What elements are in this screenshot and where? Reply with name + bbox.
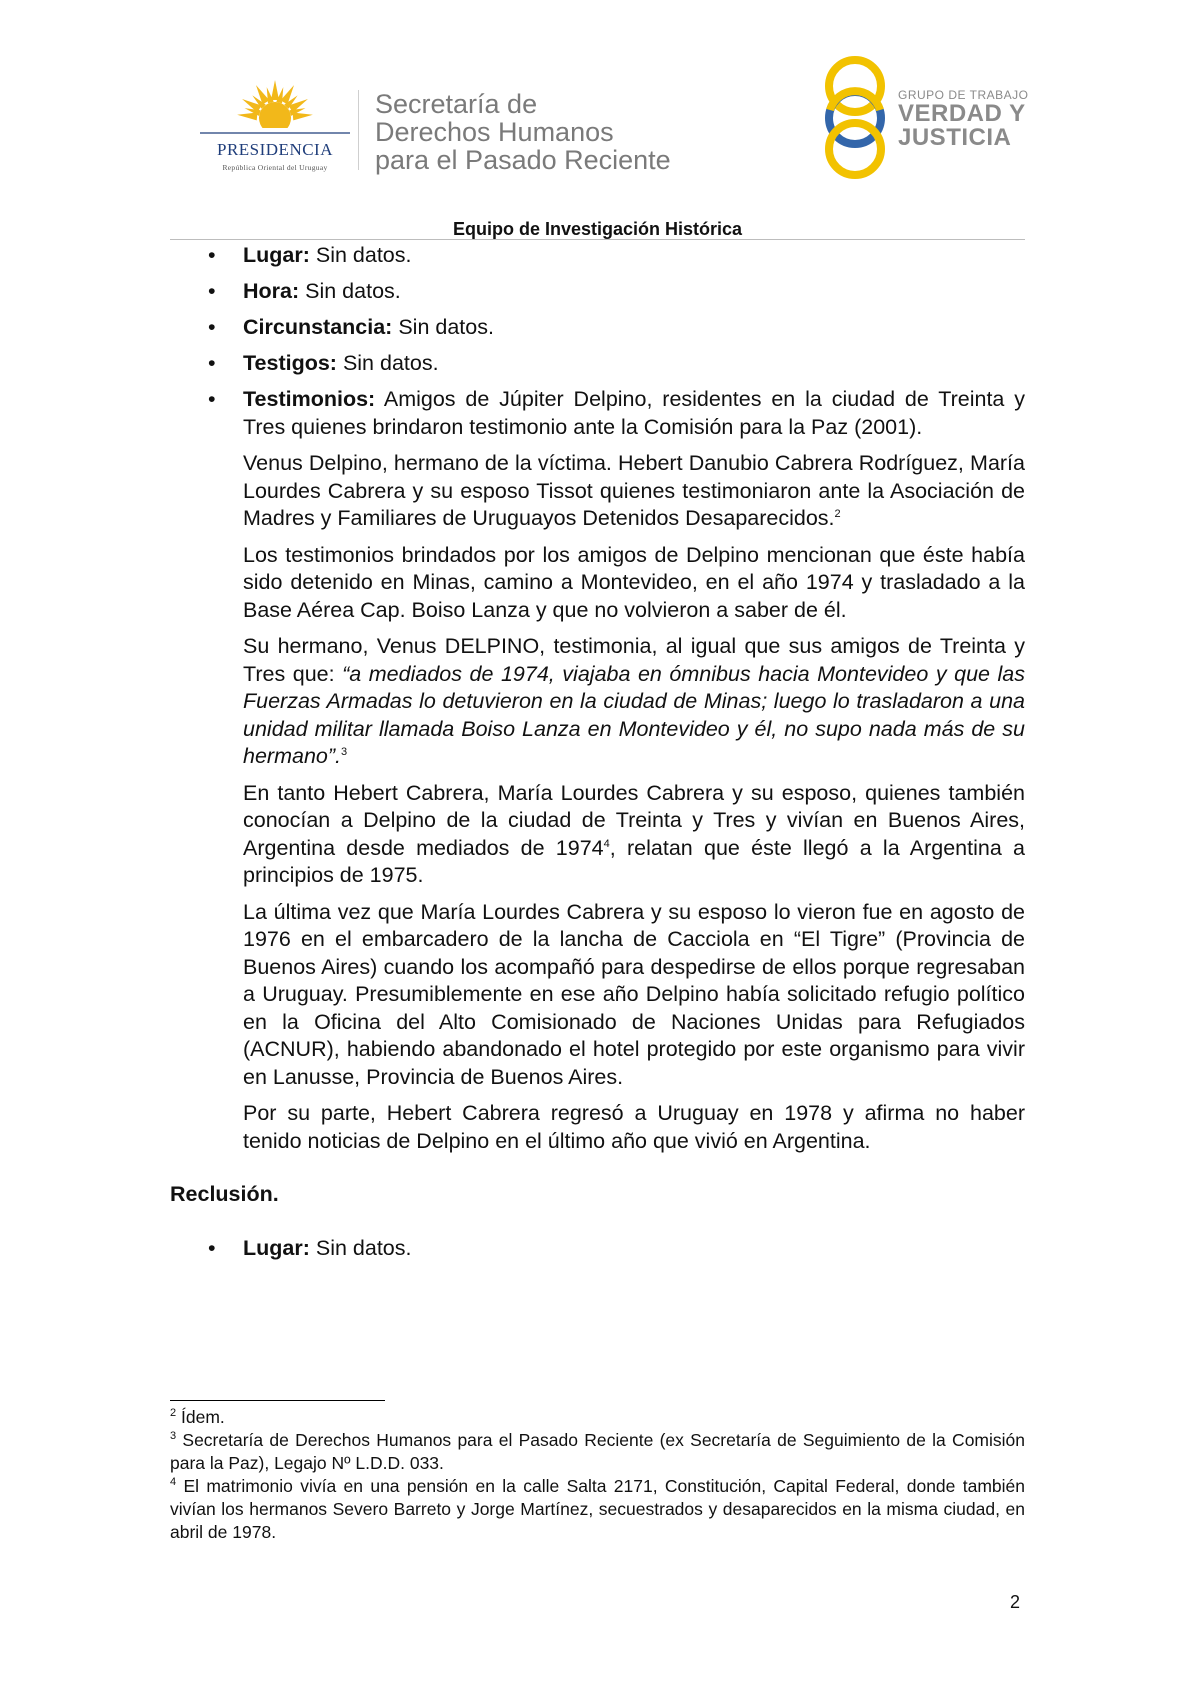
secretaria-logo-text — [375, 90, 671, 174]
gvj-small-text: GRUPO DE TRABAJO — [898, 88, 1029, 102]
team-title: Equipo de Investigación Histórica — [452, 219, 743, 239]
footnote-separator — [170, 1400, 385, 1401]
bullet-label: Lugar: — [243, 243, 310, 267]
paragraph-4 — [170, 780, 1025, 890]
footnotes — [170, 1406, 1025, 1544]
paragraph-5 — [170, 899, 1025, 1092]
footnote-2 — [170, 1406, 1025, 1429]
footnote-number: 4 — [170, 1476, 177, 1489]
paragraph-text: Venus Delpino, hermano de la víctima. Hebert Danubio Cabrera Rodríguez, María Lourdes Cabrera y su esposo Tissot quienes testimoniaron ante la Asociación de Madres y Familiares de Uruguayos Detenidos Desaparecidos. — [243, 451, 1025, 530]
bullet-value: Sin datos. — [392, 315, 494, 339]
paragraph-2 — [170, 542, 1025, 625]
bullet-lugar — [170, 242, 1025, 278]
bullet-label: Testimonios: — [243, 387, 376, 411]
bullet-testimonios — [170, 386, 1025, 441]
bullet-label: Testigos: — [243, 351, 337, 375]
presidencia-subtitle: República Oriental del Uruguay — [222, 163, 328, 172]
gvj-title-line-1: VERDAD Y — [898, 100, 1026, 127]
logo-divider — [358, 90, 359, 170]
interlocked-rings-icon — [820, 55, 890, 180]
secretaria-line-2: Derechos Humanos — [375, 117, 614, 147]
bullet-value: Sin datos. — [309, 243, 412, 267]
bullet-value: Sin datos. — [309, 1235, 412, 1260]
bullet-value: Amigos de Júpiter Delpino, residentes en la ciudad de Treinta y Tres quienes brindaron testimonio ante la Comisión para la Paz (2001). — [243, 387, 1025, 439]
paragraph-text: Los testimonios brindados por los amigos de Delpino mencionan que éste había sido detenido en Minas, camino a Montevideo, en el año 1974 y trasladado a la Base Aérea Cap. Boiso Lanza y que no volvieron a saber de él. — [243, 542, 1025, 622]
section-heading-reclusion: Reclusión. — [170, 1182, 279, 1206]
secretaria-line-1: Secretaría de — [375, 89, 538, 119]
bullet-reclusion-lugar — [170, 1235, 1025, 1263]
presidencia-logo — [195, 78, 355, 178]
bullet-label: Lugar: — [243, 1235, 310, 1260]
bullet-label: Hora: — [243, 279, 300, 303]
paragraph-3 — [170, 633, 1025, 771]
paragraph-6 — [170, 1100, 1025, 1155]
bullet-hora — [170, 278, 1025, 314]
gvj-title-line-2: JUSTICIA — [898, 124, 1012, 151]
header-rule — [170, 239, 1025, 240]
footnote-text: El matrimonio vivía en una pensión en la calle Salta 2171, Constitución, Capital Federal, donde también vivían los hermanos Severo Barreto y Jorge Martínez, secuestrados y desaparecidos en la misma ciudad, en abril de 1978. — [170, 1476, 1025, 1542]
footnote-ref: 4 — [603, 837, 610, 850]
paragraph-text: La última vez que María Lourdes Cabrera y su esposo lo vieron fue en agosto de 1976 en el embarcadero de la lancha de Cacciola en “El Tigre” (Provincia de Buenos Aires) cuando los acompañó para despedirse de ellos porque regresaban a Uruguay. Presumiblemente en ese año Delpino había solicitado refugio político en la Oficina del Alto Comisionado de Naciones Unidas para Refugiados (ACNUR), habiendo abandonado el hotel protegido por este organismo para vivir en Lanusse, Provincia de Buenos Aires. — [243, 899, 1025, 1089]
verdad-justicia-logo — [820, 55, 1030, 180]
paragraph-text: Su hermano, Venus DELPINO, testimonia, al igual que sus amigos de Treinta y Tres que: — [243, 634, 1025, 686]
paragraph-text: , relatan que éste llegó a la Argentina a principios de 1975. — [243, 835, 1026, 887]
secretaria-line-3: para el Pasado Reciente — [375, 145, 671, 175]
footnote-3 — [170, 1429, 1025, 1475]
quoted-testimony: “a mediados de 1974, viajaba en ómnibus hacia Montevideo y que las Fuerzas Armadas lo detuvieron en la ciudad de Minas; luego lo trasladaron a una unidad militar llamada Boiso Lanza en Montevideo y él, no supo nada más de su hermano”. — [243, 661, 1026, 768]
footnote-ref: 2 — [834, 507, 841, 520]
presidencia-title: PRESIDENCIA — [216, 140, 333, 159]
bullet-label: Circunstancia: — [243, 315, 393, 339]
document-body — [170, 242, 1025, 1262]
bullet-circunstancia — [170, 314, 1025, 350]
paragraph-1 — [170, 450, 1025, 533]
gvj-title — [898, 102, 1026, 150]
bullet-value: Sin datos. — [299, 279, 401, 303]
footnote-ref: 3 — [341, 745, 348, 758]
sun-emblem-icon — [195, 78, 355, 140]
footnote-number: 3 — [170, 1430, 177, 1443]
bullet-testigos — [170, 350, 1025, 386]
paragraph-text: Por su parte, Hebert Cabrera regresó a Uruguay en 1978 y afirma no haber tenido noticias de Delpino en el último año que vivió en Argentina. — [243, 1101, 1025, 1153]
footnote-text: Ídem. — [176, 1407, 225, 1427]
page-number: 2 — [1010, 1592, 1021, 1612]
bullet-value: Sin datos. — [336, 351, 439, 375]
paragraph-text: En tanto Hebert Cabrera, María Lourdes Cabrera y su esposo, quienes también conocían a Delpino de la ciudad de Treinta y Tres y vivían en Buenos Aires, Argentina desde mediados de 1974 — [243, 780, 1025, 860]
footnote-4 — [170, 1475, 1025, 1544]
footnote-text: Secretaría de Derechos Humanos para el Pasado Reciente (ex Secretaría de Seguimiento de la Comisión para la Paz), Legajo Nº L.D.D. 033. — [170, 1430, 1025, 1473]
page-header — [0, 0, 1190, 239]
footnote-number: 2 — [170, 1407, 177, 1420]
